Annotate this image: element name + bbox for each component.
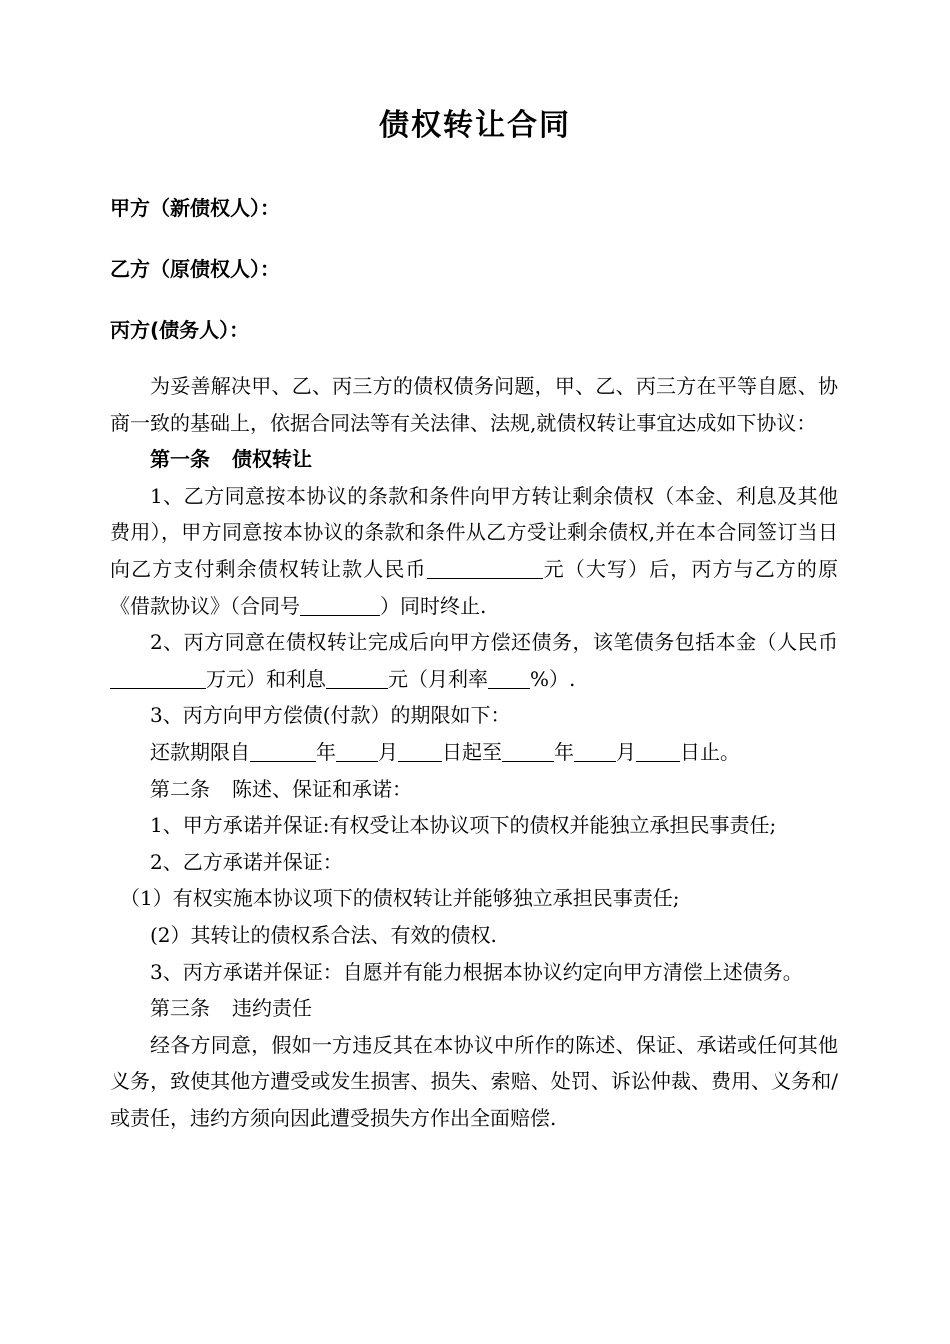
repayment-text: 日起至 (442, 739, 502, 764)
repayment-text: 年 (554, 739, 574, 764)
article3-number: 第三条 (150, 996, 210, 1021)
clause-text: 2、丙方同意在债权转让完成后向甲方偿还债务，该笔债务包括本金（人民币 (150, 630, 838, 655)
article2-clause3: 3、丙方承诺并保证：自愿并有能力根据本协议约定向甲方清偿上述债务。 (150, 959, 803, 984)
article2-clause2: 2、乙方承诺并保证： (150, 849, 343, 874)
article1-clause3: 3、丙方向甲方偿债(付款）的期限如下： (150, 703, 511, 728)
repayment-text: 年 (316, 739, 336, 764)
clause-text: 元（大写）后，丙方与乙方的原《借款协议》（合同号 (110, 556, 839, 618)
clause-text: %）. (530, 666, 576, 691)
article1-heading (110, 441, 838, 478)
principal-blank[interactable] (110, 667, 206, 689)
article2-sub2: (2）其转让的债权系合法、有效的债权. (150, 922, 497, 947)
clause-text: 元（月利率 (388, 666, 488, 691)
end-year-blank[interactable] (502, 740, 554, 762)
interest-blank[interactable] (326, 667, 388, 689)
party-b-label: 乙方（原债权人）： (110, 257, 280, 281)
contract-number-blank[interactable] (300, 594, 380, 616)
repayment-text: 月 (378, 739, 398, 764)
article1-clause1 (110, 478, 838, 624)
rate-blank[interactable] (488, 667, 530, 689)
party-c-label: 丙方(债务人）： (110, 318, 250, 342)
start-month-blank[interactable] (336, 740, 378, 762)
party-a-label: 甲方（新债权人）： (110, 196, 280, 220)
article3-heading (110, 990, 838, 1027)
amount-blank[interactable] (427, 557, 543, 579)
article1-clause2 (110, 624, 838, 697)
clause-text: 万元）和利息 (206, 666, 326, 691)
article2-number: 第二条 (150, 776, 210, 801)
repayment-text: 还款期限自 (150, 739, 250, 764)
preamble-paragraph: 为妥善解决甲、乙、丙三方的债权债务问题，甲、乙、丙三方在平等自愿、协商一致的基础上，依据合同法等有关法律、法规,就债权转让事宜达成如下协议： (110, 374, 838, 435)
repayment-text: 日止。 (680, 739, 740, 764)
article3-text: 经各方同意，假如一方违反其在本协议中所作的陈述、保证、承诺或任何其他义务，致使其他方遭受或发生损害、损失、索赔、处罚、诉讼仲裁、费用、义务和/或责任，违约方须向因此遭受损失方作出全面赔偿. (110, 1032, 838, 1130)
article3-title: 违约责任 (232, 996, 312, 1021)
article2-clause1: 1、甲方承诺并保证:有权受让本协议项下的债权并能独立承担民事责任; (150, 813, 777, 838)
start-year-blank[interactable] (250, 740, 316, 762)
contract-body (110, 368, 838, 1136)
repayment-text: 月 (616, 739, 636, 764)
start-day-blank[interactable] (398, 740, 442, 762)
article1-number: 第一条 (150, 447, 210, 472)
article2-heading (110, 771, 838, 808)
article2-title: 陈述、保证和承诺： (232, 776, 412, 801)
repayment-period (110, 734, 838, 771)
article2-sub1: （1）有权实施本协议项下的债权转让并能够独立承担民事责任; (120, 886, 680, 911)
document-title: 债权转让合同 (379, 108, 571, 143)
end-month-blank[interactable] (574, 740, 616, 762)
end-day-blank[interactable] (636, 740, 680, 762)
clause-text: 1、乙方同意按本协议的条款和条件向甲方转让剩余债权（本金、利息及其他费用），甲方同意按本协议的条款和条件从乙方受让剩余债权,并在本合同签订当日向乙方支付剩余债权转让款人民币 (110, 483, 838, 581)
clause-text: ）同时终止. (380, 593, 487, 618)
article1-title: 债权转让 (232, 447, 312, 472)
